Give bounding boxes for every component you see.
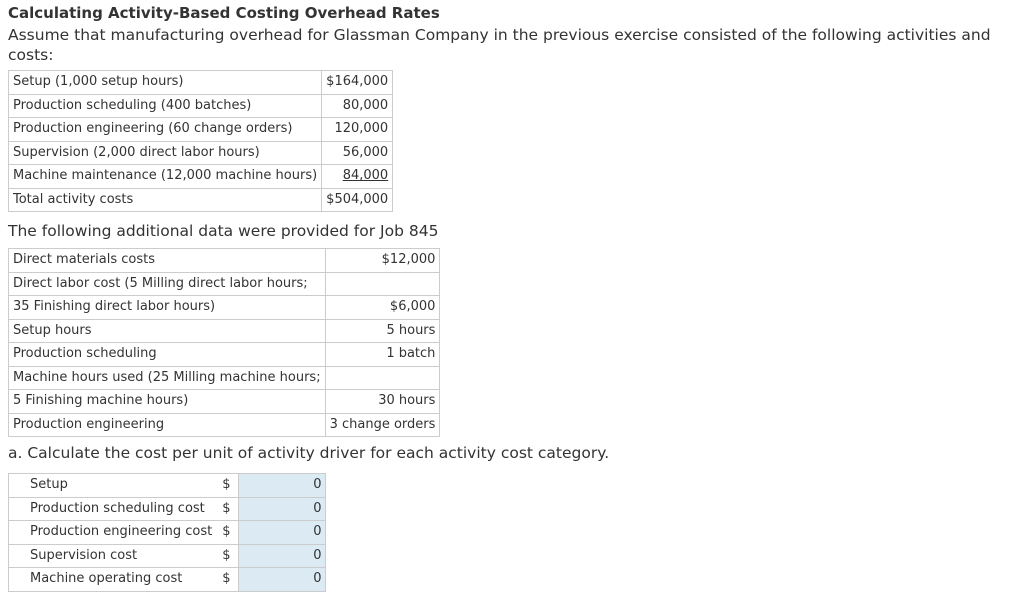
table-row (9, 296, 440, 320)
activity-label: Supervision (2,000 direct labor hours) (9, 141, 322, 165)
job-data-label: Production engineering (9, 413, 326, 437)
setup-rate-input[interactable]: 0 (239, 474, 326, 498)
table-row (9, 390, 440, 414)
answer-row (9, 497, 326, 521)
job-data-label: Machine hours used (25 Milling machine hours; (9, 366, 326, 390)
job-data-table (8, 248, 440, 437)
currency-symbol: $ (216, 568, 239, 592)
currency-symbol: $ (216, 544, 239, 568)
activity-cost (322, 165, 393, 189)
job-data-value: $12,000 (325, 249, 440, 273)
job-data-label: Direct materials costs (9, 249, 326, 273)
job-data-value (325, 272, 440, 296)
activity-label: Setup (1,000 setup hours) (9, 71, 322, 95)
job-data-label: 5 Finishing machine hours) (9, 390, 326, 414)
table-row-total (9, 188, 393, 212)
table-row (9, 343, 440, 367)
activity-cost: $164,000 (322, 71, 393, 95)
job-data-value: $6,000 (325, 296, 440, 320)
answer-label: Supervision cost (9, 544, 217, 568)
total-cost: $504,000 (322, 188, 393, 212)
additional-data-heading: The following additional data were provided for Job 845 (8, 222, 439, 240)
answer-row (9, 521, 326, 545)
answer-label: Machine operating cost (9, 568, 217, 592)
currency-symbol: $ (216, 521, 239, 545)
answer-row (9, 544, 326, 568)
table-row (9, 118, 393, 142)
page-title: Calculating Activity-Based Costing Overhead Rates (8, 4, 440, 22)
activity-cost: 120,000 (322, 118, 393, 142)
table-row (9, 141, 393, 165)
job-data-value: 30 hours (325, 390, 440, 414)
table-row (9, 249, 440, 273)
total-label: Total activity costs (9, 188, 322, 212)
table-row (9, 71, 393, 95)
answer-table (8, 473, 326, 592)
intro-text: Assume that manufacturing overhead for Glassman Company in the previous exercise consisted of the following activities and costs: (8, 26, 991, 64)
answer-row (9, 568, 326, 592)
table-row (9, 413, 440, 437)
job-data-value: 5 hours (325, 319, 440, 343)
answer-label: Production scheduling cost (9, 497, 217, 521)
job-data-label: Direct labor cost (5 Milling direct labor hours; (9, 272, 326, 296)
job-data-label: Production scheduling (9, 343, 326, 367)
table-row (9, 272, 440, 296)
answer-label: Production engineering cost (9, 521, 217, 545)
production-scheduling-rate-input[interactable]: 0 (239, 497, 326, 521)
table-row (9, 319, 440, 343)
activity-cost-table (8, 70, 393, 212)
job-data-label: Setup hours (9, 319, 326, 343)
activity-label: Production scheduling (400 batches) (9, 94, 322, 118)
activity-cost: 80,000 (322, 94, 393, 118)
job-data-value: 3 change orders (325, 413, 440, 437)
question-text: a. Calculate the cost per unit of activity driver for each activity cost category. (8, 444, 610, 462)
supervision-rate-input[interactable]: 0 (239, 544, 326, 568)
currency-symbol: $ (216, 474, 239, 498)
job-data-value: 1 batch (325, 343, 440, 367)
table-row (9, 366, 440, 390)
table-row (9, 165, 393, 189)
activity-cost-underlined: 84,000 (342, 168, 389, 184)
table-row (9, 94, 393, 118)
production-engineering-rate-input[interactable]: 0 (239, 521, 326, 545)
job-data-label: 35 Finishing direct labor hours) (9, 296, 326, 320)
job-data-value (325, 366, 440, 390)
activity-label: Production engineering (60 change orders) (9, 118, 322, 142)
answer-label: Setup (9, 474, 217, 498)
machine-operating-rate-input[interactable]: 0 (239, 568, 326, 592)
currency-symbol: $ (216, 497, 239, 521)
activity-cost: 56,000 (322, 141, 393, 165)
activity-label: Machine maintenance (12,000 machine hours) (9, 165, 322, 189)
answer-row (9, 474, 326, 498)
